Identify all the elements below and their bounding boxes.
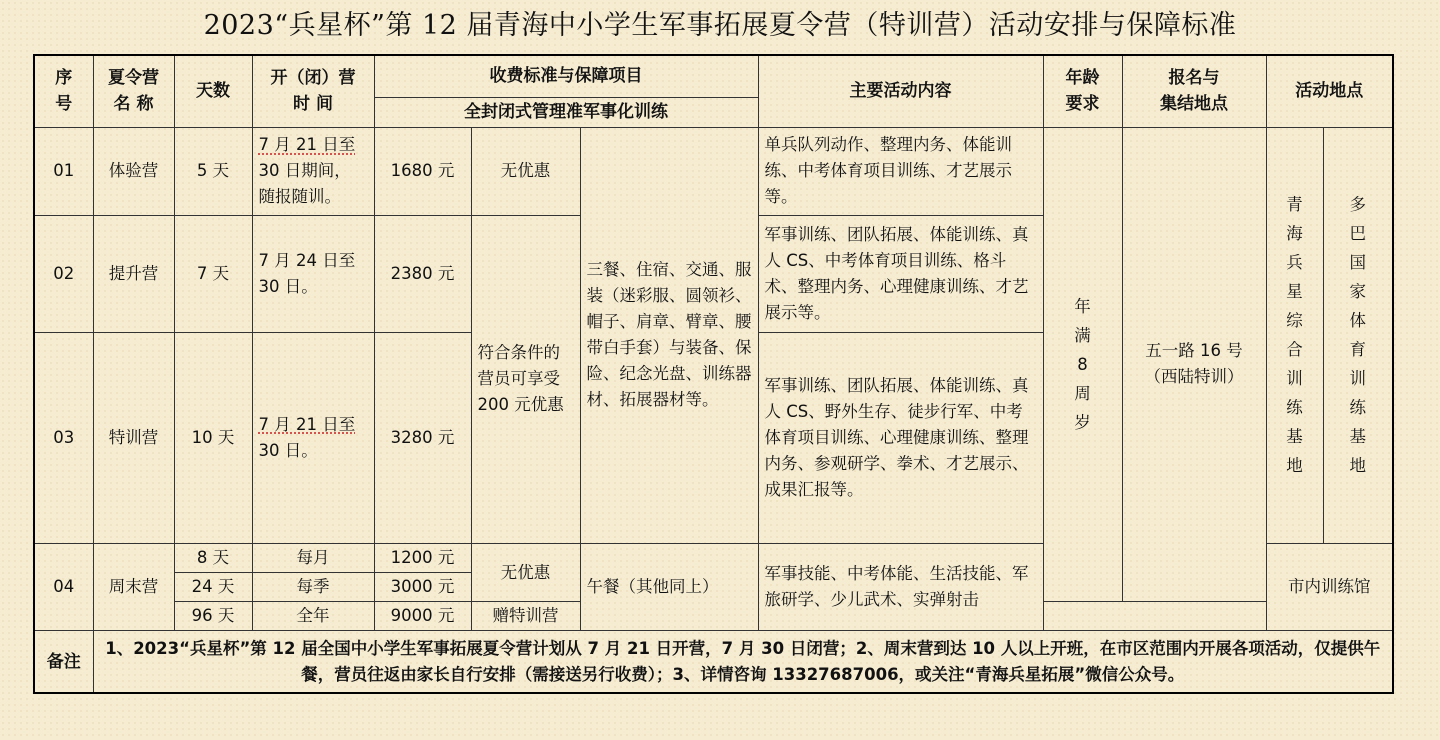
schedule-table	[33, 54, 1394, 694]
row-fee: 1680 元	[374, 127, 471, 215]
row-days: 7 天	[174, 215, 252, 332]
weekend-period: 全年	[252, 602, 374, 631]
row-period: 7 月 21 日至 30 日期间， 随报随训。	[252, 127, 374, 215]
header-fees-sub: 全封闭式管理准军事化训练	[374, 97, 758, 127]
header-activities: 主要活动内容	[758, 55, 1043, 127]
weekend-activity: 军事技能、中考体能、生活技能、军旅研学、少儿武术、实弹射击	[758, 544, 1043, 631]
table-row	[34, 127, 1393, 215]
row-seq: 03	[34, 333, 93, 544]
weekend-venue: 市内训练馆	[1266, 544, 1393, 631]
row-name: 提升营	[93, 215, 174, 332]
support-items: 三餐、住宿、交通、服装（迷彩服、圆领衫、帽子、肩章、臂章、腰带白手套）与装备、保险、纪念光盘、训练器材、拓展器材等。	[580, 127, 758, 543]
weekend-period: 每月	[252, 544, 374, 573]
venue-duoba-base: 多 巴 国 家 体 育 训 练 基 地	[1323, 127, 1393, 543]
venue-qinghai-base: 青 海 兵 星 综 合 训 练 基 地	[1266, 127, 1323, 543]
row-activity: 单兵队列动作、整理内务、体能训练、中考体育项目训练、才艺展示等。	[758, 127, 1043, 215]
weekend-fee: 3000 元	[374, 573, 471, 602]
weekend-days: 8 天	[174, 544, 252, 573]
remarks-row	[34, 631, 1393, 693]
weekend-days: 24 天	[174, 573, 252, 602]
header-age: 年龄 要求	[1043, 55, 1122, 127]
register-location: 五一路 16 号 （西陆特训）	[1122, 127, 1266, 601]
remarks-label: 备注	[34, 631, 93, 693]
page-title: 2023“兵星杯”第 12 届青海中小学生军事拓展夏令营（特训营）活动安排与保障标准	[203, 10, 1237, 41]
weekend-gift: 赠特训营	[471, 602, 580, 631]
weekend-fee: 9000 元	[374, 602, 471, 631]
row-seq: 01	[34, 127, 93, 215]
weekend-support: 午餐（其他同上）	[580, 544, 758, 631]
row-days: 5 天	[174, 127, 252, 215]
row-fee: 3280 元	[374, 333, 471, 544]
header-row	[34, 55, 1393, 97]
weekend-discount: 无优惠	[471, 544, 580, 602]
header-seq: 序 号	[34, 55, 93, 127]
age-requirement: 年 满 8 周 岁	[1043, 127, 1122, 601]
remarks-text: 1、2023“兵星杯”第 12 届全国中小学生军事拓展夏令营计划从 7 月 21 日开营，7 月 30 日闭营；2、周末营到达 10 人以上开班，在市区范围内开展各项活动，仅提供午餐，营员往返由家长自行安排（需接送另行收费）；3、详情咨询 13327687006，或关注“青海兵星拓展”微信公众号。	[93, 631, 1393, 693]
weekend-fee: 1200 元	[374, 544, 471, 573]
member-discount: 符合条件的营员可享受 200 元优惠	[471, 215, 580, 543]
header-fees-group: 收费标准与保障项目	[374, 55, 758, 97]
header-period: 开（闭）营 时 间	[252, 55, 374, 127]
row-discount: 无优惠	[471, 127, 580, 215]
row-name: 体验营	[93, 127, 174, 215]
header-days: 天数	[174, 55, 252, 127]
row-activity: 军事训练、团队拓展、体能训练、真人 CS、中考体育项目训练、格斗术、整理内务、心理健康训练、才艺展示等。	[758, 215, 1043, 332]
row-seq: 02	[34, 215, 93, 332]
weekend-days: 96 天	[174, 602, 252, 631]
row-days: 10 天	[174, 333, 252, 544]
header-venue: 活动地点	[1266, 55, 1393, 127]
weekend-period: 每季	[252, 573, 374, 602]
row-name: 特训营	[93, 333, 174, 544]
header-camp-name: 夏令营 名 称	[93, 55, 174, 127]
row-period: 7 月 21 日至 30 日。	[252, 333, 374, 544]
row-seq: 04	[34, 544, 93, 631]
row-name: 周末营	[93, 544, 174, 631]
row-fee: 2380 元	[374, 215, 471, 332]
row-activity: 军事训练、团队拓展、体能训练、真人 CS、野外生存、徒步行军、中考体育项目训练、心理健康训练、整理内务、参观研学、拳术、才艺展示、成果汇报等。	[758, 333, 1043, 544]
header-register: 报名与 集结地点	[1122, 55, 1266, 127]
row-period: 7 月 24 日至 30 日。	[252, 215, 374, 332]
